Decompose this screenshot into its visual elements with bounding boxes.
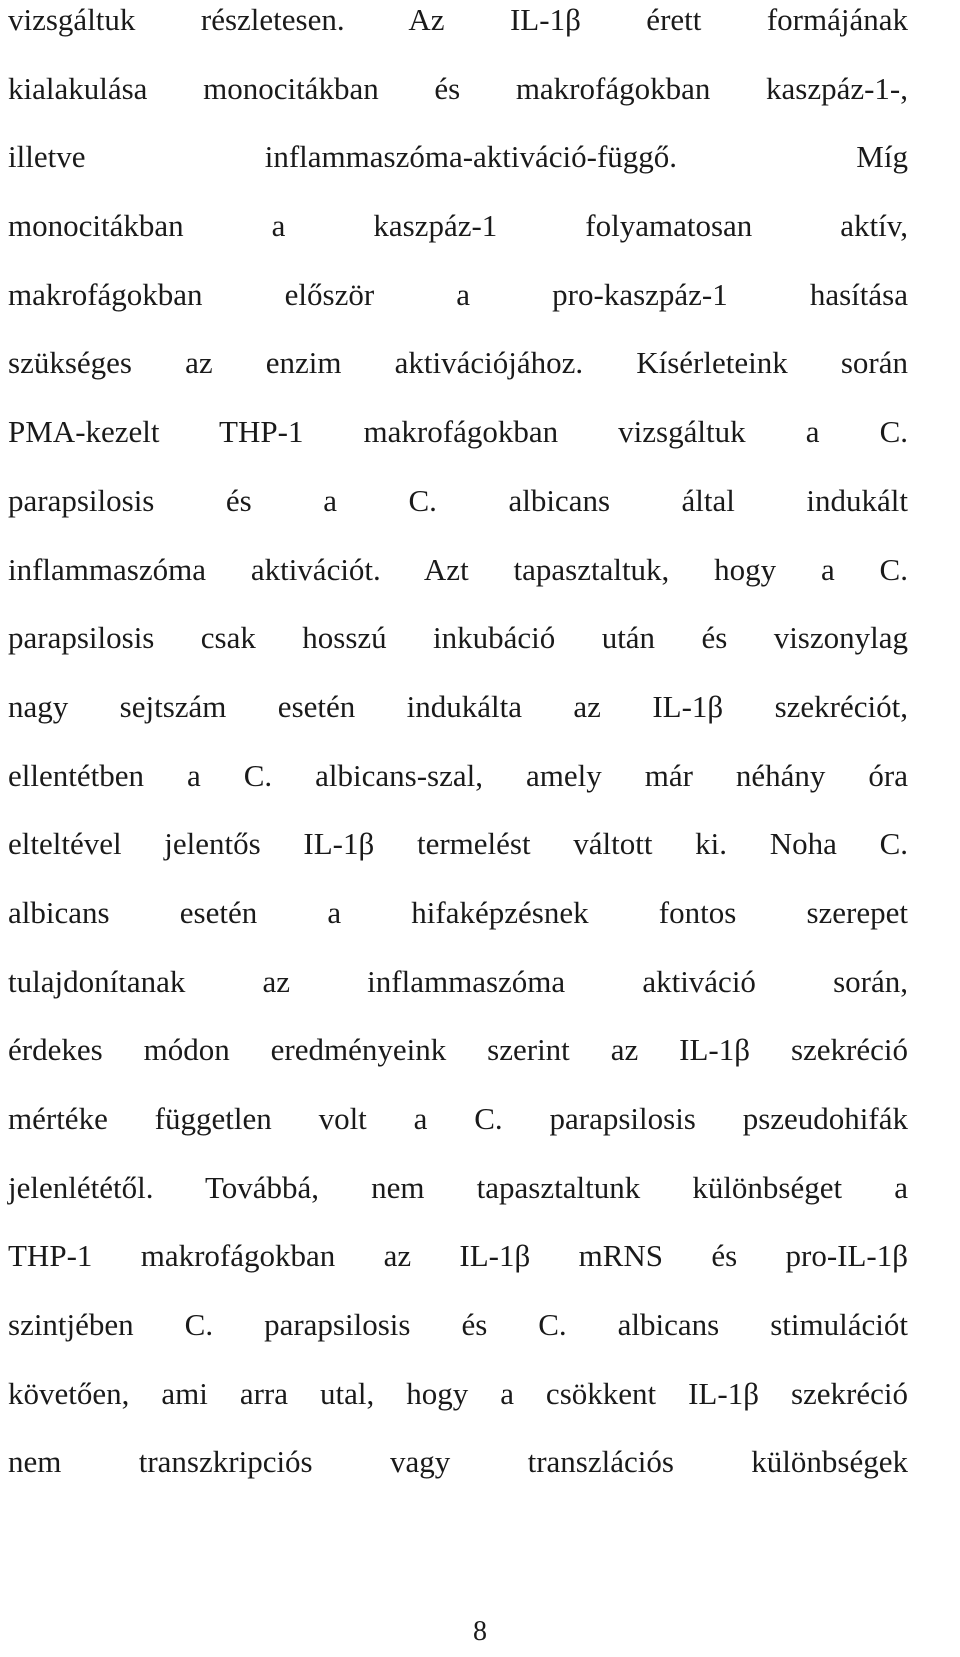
text-line: vizsgáltuk részletesen. Az IL-1β érett formájának [8, 2, 908, 37]
text-line: makrofágokban először a pro-kaszpáz-1 hasítása [8, 276, 908, 312]
text-line: mértéke független volt a C. parapsilosis pszeudohifák [8, 1101, 908, 1136]
text-line: követően, ami arra utal, hogy a csökkent IL-1β szekréció [8, 1375, 908, 1411]
text-line: ellentétben a C. albicans-szal, amely már néhány óra [8, 757, 908, 793]
text-line: nem transzkripciós vagy transzlációs különbségek [8, 1444, 908, 1480]
text-line: kialakulása monocitákban és makrofágokban kaszpáz-1-, [8, 70, 908, 106]
page-number: 8 [473, 1616, 487, 1647]
text-line: parapsilosis és a C. albicans által indukált [8, 482, 908, 518]
text-line: szintjében C. parapsilosis és C. albicans stimulációt [8, 1307, 908, 1343]
text-line: elteltével jelentős IL-1β termelést váltott ki. Noha C. [8, 826, 908, 862]
text-line: tulajdonítanak az inflammaszóma aktiváció során, [8, 963, 908, 999]
text-line: PMA-kezelt THP-1 makrofágokban vizsgáltuk a C. [8, 414, 908, 450]
text-line: inflammaszóma aktivációt. Azt tapasztaltuk, hogy a C. [8, 551, 908, 587]
text-line: monocitákban a kaszpáz-1 folyamatosan aktív, [8, 208, 908, 244]
text-line: szükséges az enzim aktivációjához. Kísérleteink során [8, 345, 908, 381]
text-line: albicans esetén a hifaképzésnek fontos szerepet [8, 894, 908, 930]
text-line: jelenlététől. Továbbá, nem tapasztaltunk különbséget a [8, 1169, 908, 1205]
text-line: THP-1 makrofágokban az IL-1β mRNS és pro-IL-1β [8, 1238, 908, 1274]
text-line: illetve inflammaszóma-aktiváció-függő. Míg [8, 139, 908, 175]
text-line: parapsilosis csak hosszú inkubáció után és viszonylag [8, 620, 908, 656]
text-line: nagy sejtszám esetén indukálta az IL-1β szekréciót, [8, 688, 908, 724]
text-line: érdekes módon eredményeink szerint az IL-1β szekréció [8, 1032, 908, 1068]
body-paragraph [8, 0, 908, 1497]
